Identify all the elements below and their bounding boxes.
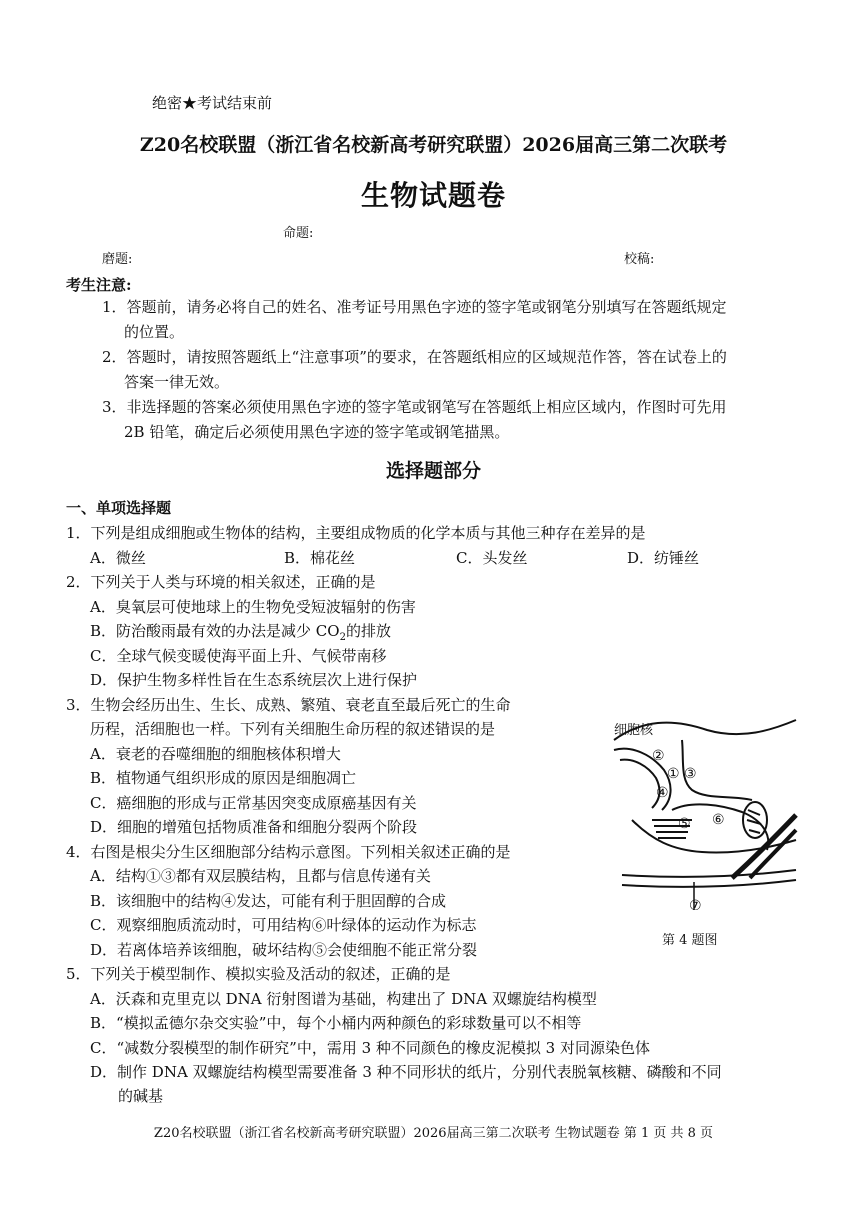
nuclear-envelope-inner [620,760,659,808]
cell-wall-lower [622,870,796,877]
notice-item-2: 2．答题时，请按照答题纸上“注意事项”的要求，在答题纸相应的区域规范作答，答在试卷上的 [102,348,727,366]
question-2-option-b-text: B．防治酸雨最有效的办法是减少 CO [90,622,340,640]
question-1-option-c: C．头发丝 [456,549,528,567]
proof-label: 校稿: [624,252,655,267]
question-5-option-c: C．“减数分裂模型的制作研究”中，需用 3 种不同颜色的橡皮泥模拟 3 对同源染色体 [90,1039,650,1057]
question-5-option-d-cont: 的碱基 [118,1087,164,1105]
author-label: 命题: [283,226,314,241]
question-2-option-b [90,620,391,643]
question-3-option-a: A．衰老的吞噬细胞的细胞核体积增大 [90,745,341,763]
subscript: 2 [339,632,346,643]
notice-item-3-cont: 2B 铅笔，确定后必须使用黑色字迹的签字笔或钢笔描黑。 [124,423,510,441]
review-label: 磨题: [102,252,133,267]
question-3-option-b: B．植物通气组织形成的原因是细胞凋亡 [90,769,357,787]
section-heading: 选择题部分 [385,460,481,482]
marker-7: ⑦ [689,898,702,910]
question-4-option-b: B．该细胞中的结构④发达，可能有利于胆固醇的合成 [90,892,447,910]
question-4-stem: 4．右图是根尖分生区细胞部分结构示意图。下列相关叙述正确的是 [66,843,511,861]
question-2-option-a: A．臭氧层可使地球上的生物免受短波辐射的伤害 [90,598,416,616]
question-2-stem: 2．下列关于人类与环境的相关叙述，正确的是 [66,573,376,591]
nucleus-label: 细胞核 [614,722,654,737]
marker-4: ④ [656,785,669,801]
question-4-option-a: A．结构①③都有双层膜结构，且都与信息传递有关 [90,867,431,885]
question-3-stem-cont: 历程，活细胞也一样。下列有关细胞生命历程的叙述错误的是 [90,720,496,738]
cell-wall-lower-2 [622,880,796,887]
marker-5: ⑤ [678,816,691,832]
notice-item-1: 1．答题前，请务必将自己的姓名、准考证号用黑色字迹的签字笔或钢笔分别填写在答题纸规定 [102,298,727,316]
thick-cell-wall [732,815,796,878]
subject-title: 生物试题卷 [360,179,506,212]
exam-title: Z20名校联盟（浙江省名校新高考研究联盟）2026届高三第二次联考 [139,134,728,156]
notice-item-2-cont: 答案一律无效。 [124,373,230,391]
page-footer: Z20名校联盟（浙江省名校新高考研究联盟）2026届高三第二次联考 生物试题卷 第 1 页 共 8 页 [153,1126,714,1141]
notice-item-3: 3．非选择题的答案必须使用黑色字迹的签字笔或钢笔写在答题纸上相应区域内，作图时可先用 [102,398,727,416]
cell-structure-figure [612,700,798,910]
question-4-option-c: C．观察细胞质流动时，可用结构⑥叶绿体的运动作为标志 [90,916,477,934]
marker-1: ① [667,766,680,782]
marker-6: ⑥ [712,812,725,828]
notice-item-1-cont: 的位置。 [124,323,185,341]
question-3-stem: 3．生物会经历出生、生长、成熟、繁殖、衰老直至最后死亡的生命 [66,696,511,714]
question-2-option-d: D．保护生物多样性旨在生态系统层次上进行保护 [90,671,418,689]
question-1-option-a: A．微丝 [90,549,146,567]
question-5-stem: 5．下列关于模型制作、模拟实验及活动的叙述，正确的是 [66,965,451,983]
marker-2: ② [652,748,665,764]
notice-heading: 考生注意: [66,276,132,294]
question-2-option-c: C．全球气候变暖使海平面上升、气候带南移 [90,647,387,665]
question-4-option-d: D．若离体培养该细胞，破坏结构⑤会使细胞不能正常分裂 [90,941,478,959]
question-3-option-d: D．细胞的增殖包括物质准备和细胞分裂两个阶段 [90,818,418,836]
figure-caption: 第 4 题图 [662,933,718,948]
question-2-option-b-text-end: 的排放 [345,622,391,640]
question-3-option-c: C．癌细胞的形成与正常基因突变成原癌基因有关 [90,794,417,812]
question-1-option-d: D．纺锤丝 [627,549,700,567]
question-1-option-b: B．棉花丝 [284,549,356,567]
part-heading: 一、单项选择题 [66,499,172,517]
marker-3: ③ [684,766,697,782]
question-5-option-d: D．制作 DNA 双螺旋结构模型需要准备 3 种不同形状的纸片，分别代表脱氧核糖、磷酸和不同 [90,1063,722,1081]
question-5-option-a: A．沃森和克里克以 DNA 衍射图谱为基础，构建出了 DNA 双螺旋结构模型 [90,990,597,1008]
question-5-option-b: B．“模拟孟德尔杂交实验”中，每个小桶内两种颜色的彩球数量可以不相等 [90,1014,582,1032]
question-1-stem: 1．下列是组成细胞或生物体的结构，主要组成物质的化学本质与其他三种存在差异的是 [66,524,646,542]
confidential-note: 绝密★考试结束前 [152,94,273,112]
